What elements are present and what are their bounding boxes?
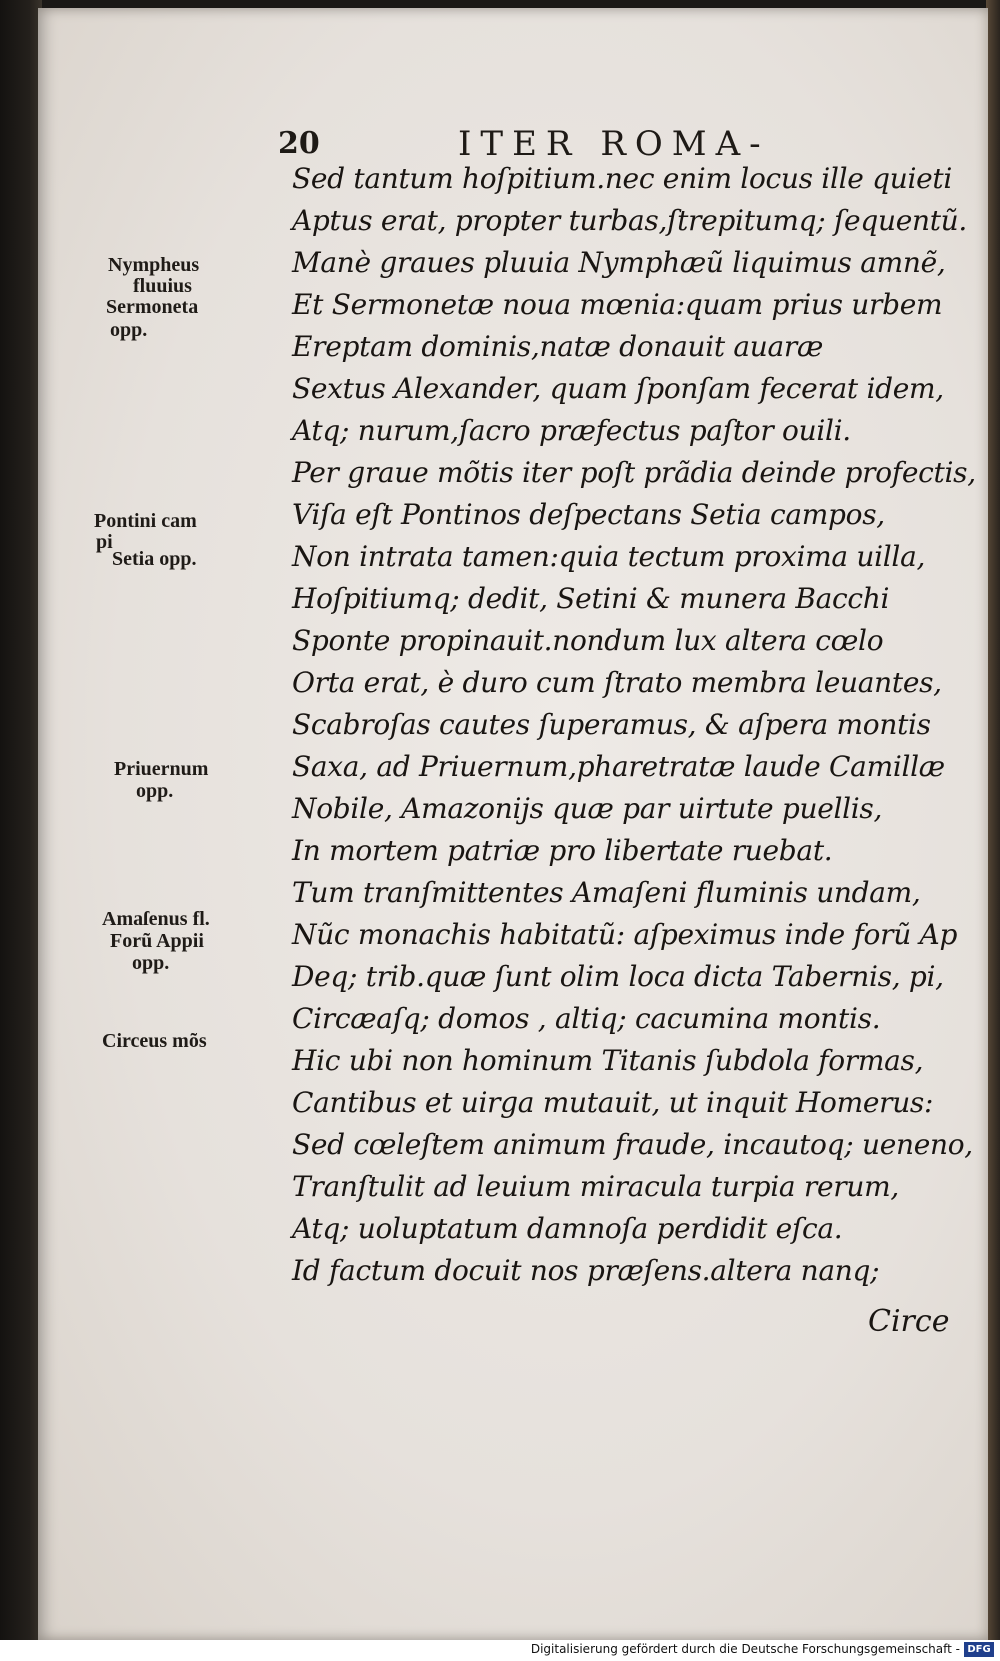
page-number: 20 xyxy=(278,126,320,161)
verse-line: Nobile, Amazonijs quæ par uirtute puellis, xyxy=(292,792,883,825)
verse-line: Atq; nurum,ſacro præfectus paſtor ouili. xyxy=(292,414,851,447)
verse-line: Aptus erat, propter turbas,ſtrepitumq; ſequentũ. xyxy=(292,204,967,237)
book-binding-edge xyxy=(0,0,42,1640)
margin-note: fluuius xyxy=(133,275,192,297)
verse-line: Atq; uoluptatum damnoſa perdidit eſca. xyxy=(292,1212,843,1245)
verse-line: Et Sermonetæ noua mœnia:quam prius urbem xyxy=(292,288,943,321)
verse-line: Deq; trib.quæ ſunt olim loca dicta Tabernis, pi, xyxy=(292,960,944,993)
verse-line: Sextus Alexander, quam ſponſam fecerat idem, xyxy=(292,372,944,405)
margin-note: opp. xyxy=(132,952,170,974)
catchword: Circe xyxy=(868,1304,950,1339)
margin-note: opp. xyxy=(136,780,174,802)
verse-line: Ereptam dominis,natæ donauit auaræ xyxy=(292,330,824,363)
verse-line: Tranſtulit ad leuium miracula turpia rerum, xyxy=(292,1170,899,1203)
dfg-logo-icon: DFG xyxy=(964,1642,994,1657)
verse-line: Sponte propinauit.nondum lux altera cœlo xyxy=(292,624,884,657)
verse-line: Viſa eſt Pontinos deſpectans Setia campos, xyxy=(292,498,885,531)
margin-note: Forũ Appii xyxy=(110,930,204,952)
verse-line: In mortem patriæ pro libertate ruebat. xyxy=(292,834,833,867)
book-page xyxy=(38,8,988,1640)
running-title: ITER ROMA- xyxy=(458,124,770,164)
margin-note: Amaſenus fl. xyxy=(102,908,210,930)
margin-note: pi xyxy=(96,531,113,553)
footer-bar xyxy=(0,1640,1000,1661)
verse-line: Orta erat, è duro cum ſtrato membra leuantes, xyxy=(292,666,942,699)
verse-line: Tum tranſmittentes Amaſeni fluminis undam, xyxy=(292,876,921,909)
margin-note: Pontini cam xyxy=(94,510,197,532)
verse-line: Sed tantum hoſpitium.nec enim locus ille quieti xyxy=(292,162,953,195)
margin-note: Sermoneta xyxy=(106,296,199,318)
margin-note: Circeus mõs xyxy=(102,1030,207,1052)
verse-line: Non intrata tamen:quia tectum proxima uilla, xyxy=(292,540,926,573)
digitization-credit: Digitalisierung gefördert durch die Deutsche Forschungsgemeinschaft - xyxy=(530,1642,960,1656)
verse-line: Circæaſq; domos , altiq; cacumina montis. xyxy=(292,1002,881,1035)
verse-line: Hoſpitiumq; dedit, Setini & munera Bacchi xyxy=(292,582,890,615)
verse-line: Hic ubi non hominum Titanis ſubdola formas, xyxy=(292,1044,924,1077)
margin-note: Setia opp. xyxy=(112,548,197,570)
margin-note: opp. xyxy=(110,319,148,341)
verse-line: Manè graues pluuia Nymphæũ liquimus amnẽ, xyxy=(292,246,946,279)
verse-line: Per graue mõtis iter poſt prãdia deinde profectis, xyxy=(292,456,976,489)
verse-line: Sed cœleſtem animum fraude, incautoq; ueneno, xyxy=(292,1128,973,1161)
verse-line: Cantibus et uirga mutauit, ut inquit Homerus: xyxy=(292,1086,934,1119)
verse-line: Scabroſas cautes ſuperamus, & aſpera montis xyxy=(292,708,931,741)
verse-line: Saxa, ad Priuernum,pharetratæ laude Camillæ xyxy=(292,750,945,783)
verse-line: Id factum docuit nos præſens.altera nanq; xyxy=(292,1254,880,1287)
verse-line: Nũc monachis habitatũ: aſpeximus inde forũ Ap xyxy=(292,918,958,951)
book-fore-edge xyxy=(986,0,1000,1640)
margin-note: Nympheus xyxy=(108,254,200,276)
margin-note: Priuernum xyxy=(114,758,209,780)
verse-text xyxy=(292,158,982,1292)
